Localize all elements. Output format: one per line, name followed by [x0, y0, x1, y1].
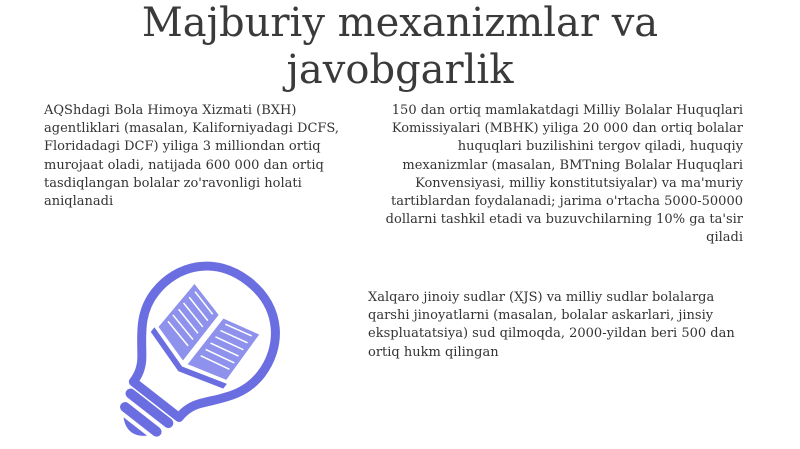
page-title: [0, 0, 800, 94]
title-line-2: javobgarlik: [286, 47, 514, 93]
text-block-courts: Xalqaro jinoiy sudlar (XJS) va milliy sudlar bolalarga qarshi jinoyatlarni (masalan, bolalar askarlari, jinsiy ekspluatatsiya) sud qilmoqda, 2000-yildan beri 500 dan ortiq hukm qilingan: [368, 290, 735, 360]
text-block-commissions: 150 dan ortiq mamlakatdagi Milliy Bolalar Huquqlari Komissiyalari (MBHK) yiliga 20 000 dan ortiq bolalar huquqlari buzilishini tergov qiladi, huquqiy mexanizmlar (masalan, BMTning Bolalar Huquqlari Konvensiyasi, milliy konstitutsiyalar) va ma'muriy tartiblardan foydalanadi; jarima o'rtacha 5000-50000 dollarni tashkil etadi va buzuvchilarning 10% ga ta'sir qiladi: [385, 103, 743, 246]
lightbulb-book-icon: [100, 255, 290, 449]
title-line-1: Majburiy mexanizmlar va: [141, 0, 659, 46]
text-block-cps: AQShdagi Bola Himoya Xizmati (BXH) agentliklari (masalan, Kaliforniyadagi DCFS, Floridadagi DCF) yiliga 3 milliondan ortiq murojaat oladi, natijada 600 000 dan ortiq tasdiqlangan bolalar zo'ravonligi holati aniqlanadi: [44, 103, 339, 210]
